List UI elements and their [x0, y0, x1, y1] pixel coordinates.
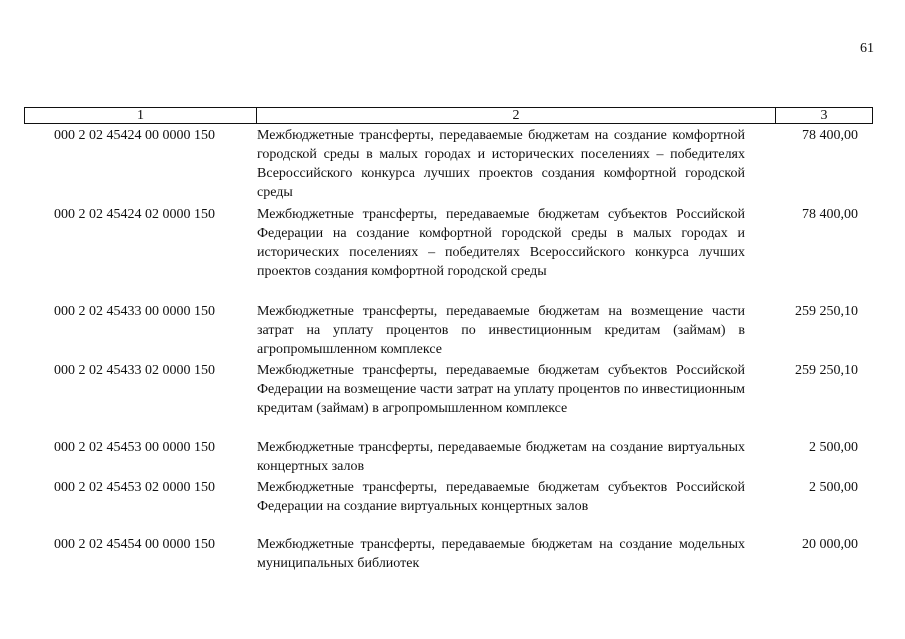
header-col-3: 3 — [820, 108, 828, 123]
row-amount: 2 500,00 — [809, 480, 858, 495]
row-description: Межбюджетные трансферты, передаваемые бюджетам субъектов Российской Федерации на создание комфортной городской среды в малых городах и исторических поселениях – победителях Всероссийского конкурса лучших проектов создания комфортной городской среды — [257, 207, 745, 279]
header-col-2: 2 — [257, 108, 776, 123]
row-description: Межбюджетные трансферты, передаваемые бюджетам на создание комфортной городской среды в малых городах и исторических поселениях – победителях Всероссийского конкурса лучших проектов создания комфортной городской среды — [257, 128, 745, 200]
budget-code: 000 2 02 45454 00 0000 150 — [54, 537, 215, 552]
budget-code: 000 2 02 45424 02 0000 150 — [54, 207, 215, 222]
page-number: 61 — [860, 41, 874, 56]
budget-code: 000 2 02 45453 00 0000 150 — [54, 440, 215, 455]
row-description: Межбюджетные трансферты, передаваемые бюджетам на возмещение части затрат на уплату процентов по инвестиционным кредитам (займам) в агропромышленном комплексе — [257, 304, 745, 357]
budget-code: 000 2 02 45424 00 0000 150 — [54, 128, 215, 143]
row-description: Межбюджетные трансферты, передаваемые бюджетам субъектов Российской Федерации на возмещение части затрат на уплату процентов по инвестиционным кредитам (займам) в агропромышленном комплексе — [257, 363, 745, 416]
row-description: Межбюджетные трансферты, передаваемые бюджетам субъектов Российской Федерации на создание виртуальных концертных залов — [257, 480, 745, 514]
row-description: Межбюджетные трансферты, передаваемые бюджетам на создание модельных муниципальных библиотек — [257, 537, 745, 571]
budget-code: 000 2 02 45453 02 0000 150 — [54, 480, 215, 495]
row-amount: 259 250,10 — [795, 363, 858, 378]
budget-code: 000 2 02 45433 02 0000 150 — [54, 363, 215, 378]
header-col-1: 1 — [25, 108, 257, 123]
row-amount: 78 400,00 — [802, 207, 858, 222]
row-amount: 2 500,00 — [809, 440, 858, 455]
table-header — [24, 107, 873, 124]
row-amount: 259 250,10 — [795, 304, 858, 319]
row-amount: 78 400,00 — [802, 128, 858, 143]
row-amount: 20 000,00 — [802, 537, 858, 552]
budget-code: 000 2 02 45433 00 0000 150 — [54, 304, 215, 319]
row-description: Межбюджетные трансферты, передаваемые бюджетам на создание виртуальных концертных залов — [257, 440, 745, 474]
